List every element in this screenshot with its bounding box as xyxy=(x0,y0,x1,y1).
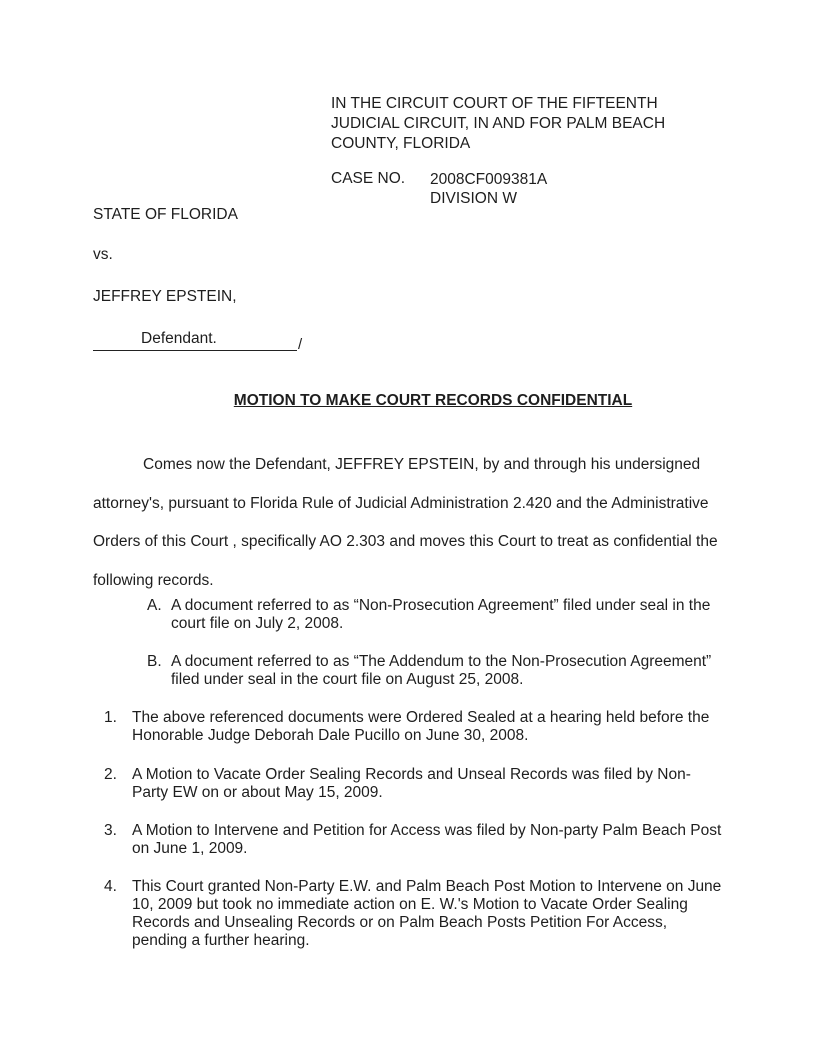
item-text: This Court granted Non-Party E.W. and Palm Beach Post Motion to Intervene on June 10, 2009 but took no immediate action on E. W.'s Motion to Vacate Order Sealing Records and Unsealing Records or on Palm Beach Posts Petition For Access, pending a further hearing. xyxy=(132,878,722,949)
item-marker: A. xyxy=(147,597,162,614)
lettered-item-a xyxy=(147,597,737,633)
case-label: CASE NO. xyxy=(331,170,406,187)
court-heading-line: JUDICIAL CIRCUIT, IN AND FOR PALM BEACH xyxy=(331,115,666,132)
numbered-item-3 xyxy=(104,822,724,858)
intro-text: Comes now the Defendant, JEFFREY EPSTEIN, by and through his undersigned attorney's, pursuant to Florida Rule of Judicial Administration 2.420 and the Administrative Orders of this Court , specifically AO 2.303 and moves this Court to treat as confidential the following records. xyxy=(93,456,718,589)
intro-paragraph xyxy=(93,446,733,600)
item-text: A document referred to as “The Addendum to the Non-Prosecution Agreement” filed under seal in the court file on August 25, 2008. xyxy=(171,653,712,688)
item-text: The above referenced documents were Ordered Sealed at a hearing held before the Honorable Judge Deborah Dale Pucillo on June 30, 2008. xyxy=(132,709,710,744)
numbered-item-4 xyxy=(104,878,724,950)
court-heading xyxy=(331,94,731,154)
court-heading-line: IN THE CIRCUIT COURT OF THE FIFTEENTH xyxy=(331,95,658,112)
numbered-item-1 xyxy=(104,709,724,745)
plaintiff: STATE OF FLORIDA xyxy=(93,206,238,223)
caption-rule xyxy=(93,350,297,351)
motion-title: MOTION TO MAKE COURT RECORDS CONFIDENTIAL xyxy=(233,392,633,409)
item-marker: 1. xyxy=(104,709,117,726)
item-marker: 3. xyxy=(104,822,117,839)
defendant-role: Defendant. xyxy=(141,330,217,347)
case-number: 2008CF009381A xyxy=(430,171,548,188)
item-text: A Motion to Intervene and Petition for Access was filed by Non-party Palm Beach Post on June 1, 2009. xyxy=(132,822,722,857)
court-heading-line: COUNTY, FLORIDA xyxy=(331,135,471,152)
item-marker: 2. xyxy=(104,766,117,783)
item-marker: B. xyxy=(147,653,162,670)
case-number-block xyxy=(430,170,547,208)
lettered-item-b xyxy=(147,653,737,689)
caption-slash: / xyxy=(298,336,303,353)
numbered-item-2 xyxy=(104,766,724,802)
item-text: A document referred to as “Non-Prosecution Agreement” filed under seal in the court file on July 2, 2008. xyxy=(171,597,711,632)
defendant-name: JEFFREY EPSTEIN, xyxy=(93,288,237,305)
versus: vs. xyxy=(93,246,113,263)
item-marker: 4. xyxy=(104,878,117,895)
division: DIVISION W xyxy=(430,190,517,207)
item-text: A Motion to Vacate Order Sealing Records and Unseal Records was filed by Non-Party EW on or about May 15, 2009. xyxy=(132,766,691,801)
